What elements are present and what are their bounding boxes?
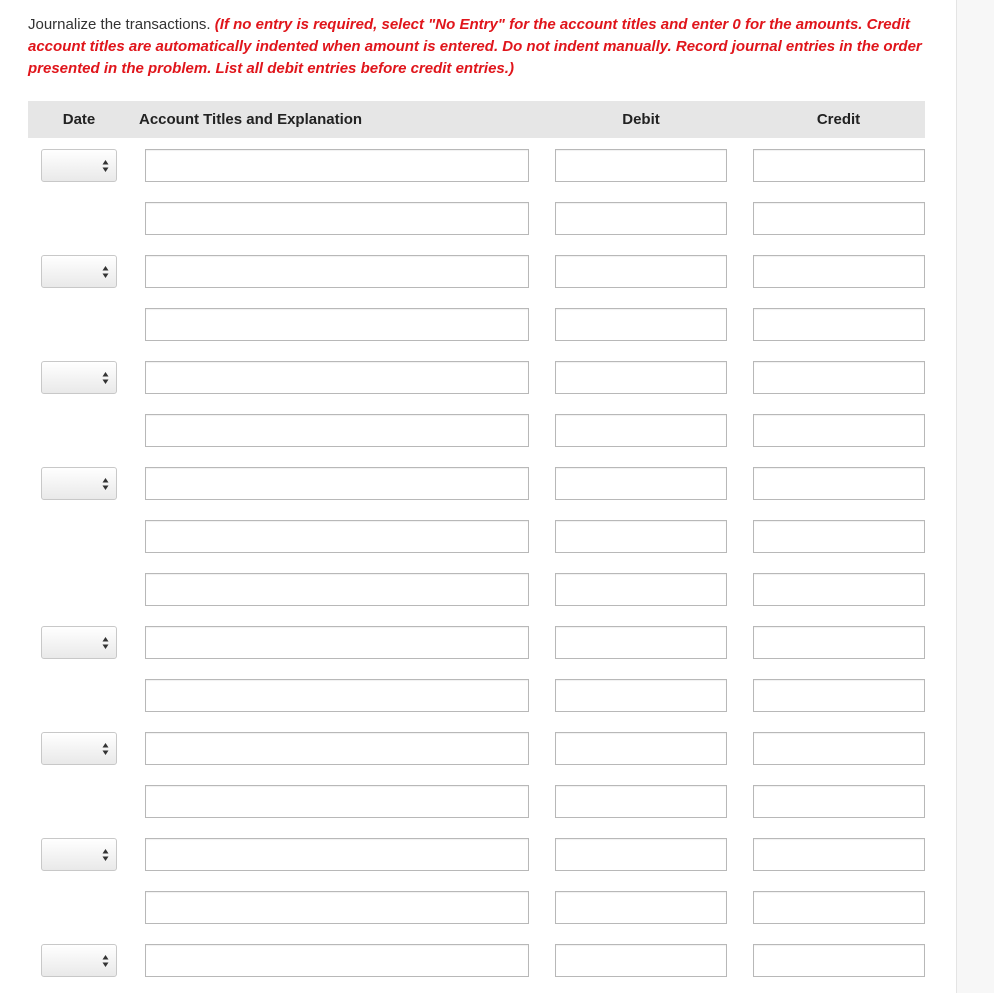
account-title-input[interactable] xyxy=(145,679,529,712)
debit-input[interactable] xyxy=(555,838,727,871)
journal-row xyxy=(0,414,994,448)
debit-input[interactable] xyxy=(555,785,727,818)
credit-input[interactable] xyxy=(753,732,925,765)
instructions-lead: Journalize the transactions. xyxy=(28,16,211,33)
debit-input[interactable] xyxy=(555,944,727,977)
credit-input[interactable] xyxy=(753,679,925,712)
up-down-arrows-icon xyxy=(102,742,109,756)
credit-input[interactable] xyxy=(753,414,925,447)
journal-row xyxy=(0,520,994,554)
header-debit: Debit xyxy=(622,111,660,128)
credit-input[interactable] xyxy=(753,149,925,182)
debit-input[interactable] xyxy=(555,732,727,765)
debit-input[interactable] xyxy=(555,626,727,659)
date-select[interactable] xyxy=(41,838,117,871)
credit-input[interactable] xyxy=(753,785,925,818)
debit-input[interactable] xyxy=(555,891,727,924)
account-title-input[interactable] xyxy=(145,149,529,182)
debit-input[interactable] xyxy=(555,414,727,447)
date-select[interactable] xyxy=(41,361,117,394)
up-down-arrows-icon xyxy=(102,477,109,491)
account-title-input[interactable] xyxy=(145,573,529,606)
account-title-input[interactable] xyxy=(145,255,529,288)
account-title-input[interactable] xyxy=(145,467,529,500)
debit-input[interactable] xyxy=(555,149,727,182)
debit-input[interactable] xyxy=(555,467,727,500)
journal-row xyxy=(0,732,994,766)
journal-row xyxy=(0,838,994,872)
account-title-input[interactable] xyxy=(145,202,529,235)
journal-row xyxy=(0,785,994,819)
up-down-arrows-icon xyxy=(102,848,109,862)
account-title-input[interactable] xyxy=(145,308,529,341)
account-title-input[interactable] xyxy=(145,414,529,447)
debit-input[interactable] xyxy=(555,255,727,288)
up-down-arrows-icon xyxy=(102,159,109,173)
credit-input[interactable] xyxy=(753,467,925,500)
instructions xyxy=(28,14,938,80)
debit-input[interactable] xyxy=(555,308,727,341)
header-date: Date xyxy=(62,111,96,128)
journal-row xyxy=(0,202,994,236)
journal-row xyxy=(0,149,994,183)
credit-input[interactable] xyxy=(753,838,925,871)
credit-input[interactable] xyxy=(753,361,925,394)
up-down-arrows-icon xyxy=(102,954,109,968)
credit-input[interactable] xyxy=(753,944,925,977)
debit-input[interactable] xyxy=(555,520,727,553)
instructions-emphasis: (If no entry is required, select "No Entry" for the account titles and enter 0 for the amounts. Credit account titles are automatically indented when amount is entered. Do not indent manually. Record journal entries in the order presented in the problem. List all debit entries before credit entries.) xyxy=(28,16,922,77)
credit-input[interactable] xyxy=(753,255,925,288)
journal-row xyxy=(0,467,994,501)
credit-input[interactable] xyxy=(753,202,925,235)
account-title-input[interactable] xyxy=(145,785,529,818)
journal-row xyxy=(0,361,994,395)
up-down-arrows-icon xyxy=(102,636,109,650)
date-select[interactable] xyxy=(41,467,117,500)
date-select[interactable] xyxy=(41,149,117,182)
journal-row xyxy=(0,679,994,713)
up-down-arrows-icon xyxy=(102,371,109,385)
debit-input[interactable] xyxy=(555,573,727,606)
credit-input[interactable] xyxy=(753,520,925,553)
header-credit: Credit xyxy=(816,111,861,128)
header-account-titles: Account Titles and Explanation xyxy=(139,111,363,128)
account-title-input[interactable] xyxy=(145,520,529,553)
journal-row xyxy=(0,308,994,342)
debit-input[interactable] xyxy=(555,202,727,235)
account-title-input[interactable] xyxy=(145,732,529,765)
journal-row xyxy=(0,891,994,925)
journal-row xyxy=(0,255,994,289)
debit-input[interactable] xyxy=(555,361,727,394)
date-select[interactable] xyxy=(41,944,117,977)
date-select[interactable] xyxy=(41,732,117,765)
account-title-input[interactable] xyxy=(145,891,529,924)
account-title-input[interactable] xyxy=(145,361,529,394)
table-header xyxy=(28,101,925,138)
credit-input[interactable] xyxy=(753,308,925,341)
date-select[interactable] xyxy=(41,255,117,288)
journal-row xyxy=(0,944,994,978)
debit-input[interactable] xyxy=(555,679,727,712)
credit-input[interactable] xyxy=(753,891,925,924)
account-title-input[interactable] xyxy=(145,944,529,977)
up-down-arrows-icon xyxy=(102,265,109,279)
journal-row xyxy=(0,573,994,607)
journal-row xyxy=(0,626,994,660)
account-title-input[interactable] xyxy=(145,838,529,871)
date-select[interactable] xyxy=(41,626,117,659)
credit-input[interactable] xyxy=(753,626,925,659)
account-title-input[interactable] xyxy=(145,626,529,659)
credit-input[interactable] xyxy=(753,573,925,606)
